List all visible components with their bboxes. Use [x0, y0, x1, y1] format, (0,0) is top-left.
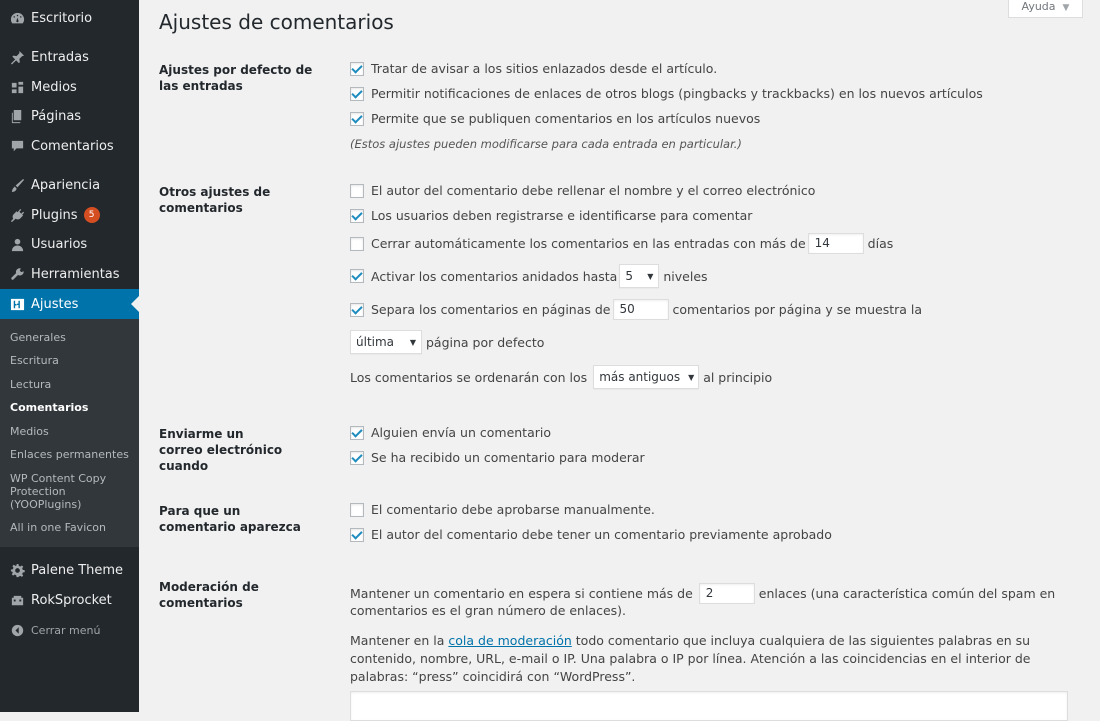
checkbox[interactable]: [350, 237, 364, 251]
comment-order-select[interactable]: [593, 365, 699, 389]
brush-icon: [9, 177, 25, 193]
pages-icon: [9, 108, 25, 124]
menu-item-pages[interactable]: [0, 101, 139, 131]
page-title: Ajustes de comentarios: [159, 10, 394, 34]
option-manual-approve: [350, 502, 655, 517]
menu-item-settings[interactable]: [0, 289, 139, 319]
checkbox[interactable]: [350, 87, 364, 101]
media-icon: [9, 79, 25, 95]
plugin-icon: [9, 207, 25, 223]
help-label: Ayuda: [1021, 0, 1056, 13]
menu-item-posts[interactable]: [0, 42, 139, 72]
checkbox[interactable]: [350, 503, 364, 517]
option-label-after: niveles: [663, 268, 708, 284]
option-comment-order: [350, 365, 772, 389]
section-label-appear: Para que un comentario aparezca: [159, 504, 301, 534]
chevron-down-icon: ▼: [1062, 3, 1070, 13]
option-label: Permitir notificaciones de enlaces de otros blogs (pingbacks y trackbacks) en los nuevos artículos: [371, 86, 983, 101]
option-label: comentarios es el gran número de enlaces).: [350, 603, 627, 618]
comment-icon: [9, 138, 25, 154]
option-label-after: al principio: [703, 369, 773, 385]
select-value: 5: [625, 269, 633, 283]
thread-depth-select[interactable]: [619, 264, 659, 288]
option-previously-approved: [350, 527, 832, 542]
option-label: Mantener un comentario en espera si contiene más de: [350, 586, 693, 601]
submenu-wp-content-copy[interactable]: WP Content Copy Protection (YOOPlugins): [10, 472, 107, 511]
roksprocket-icon: [9, 592, 25, 608]
moderation-queue-link[interactable]: cola de moderación: [448, 633, 572, 648]
checkbox[interactable]: [350, 426, 364, 440]
menu-item-tools[interactable]: [0, 259, 139, 289]
menu-label: RokSprocket: [31, 592, 112, 608]
menu-label: Medios: [31, 79, 77, 95]
checkbox[interactable]: [350, 62, 364, 76]
menu-item-dashboard[interactable]: [0, 3, 139, 33]
menu-label: Plugins: [31, 207, 78, 223]
help-tab-button[interactable]: [1008, 0, 1083, 18]
caret-down-icon: ▼: [688, 372, 695, 382]
gear-icon: [9, 562, 25, 578]
section-label-moderation: Moderación de comentarios: [159, 580, 259, 610]
menu-label: Comentarios: [31, 138, 114, 154]
checkbox[interactable]: [350, 184, 364, 198]
menu-label: Escritorio: [31, 10, 93, 26]
menu-item-users[interactable]: [0, 229, 139, 259]
settings-sliders-icon: [9, 296, 25, 312]
option-allow-pingbacks: [350, 86, 983, 101]
submenu-permalinks[interactable]: Enlaces permanentes: [10, 448, 129, 461]
submenu-media[interactable]: Medios: [10, 425, 49, 438]
dashboard-icon: [9, 10, 25, 26]
option-paginate-comments: [350, 299, 922, 320]
moderation-links-input[interactable]: 2: [699, 583, 755, 604]
option-require-name-email: [350, 183, 815, 198]
caret-down-icon: ▼: [647, 271, 654, 281]
default-page-select[interactable]: [350, 330, 422, 354]
option-label: El autor del comentario debe tener un comentario previamente aprobado: [371, 527, 832, 542]
option-label: Activar los comentarios anidados hasta: [371, 268, 618, 284]
default-settings-note: [350, 137, 742, 151]
menu-item-appearance[interactable]: [0, 170, 139, 200]
submenu-favicon[interactable]: All in one Favicon: [10, 521, 106, 534]
menu-item-roksprocket[interactable]: [0, 585, 139, 615]
option-label: Cerrar automáticamente los comentarios en las entradas con más de: [371, 236, 806, 251]
checkbox[interactable]: [350, 112, 364, 126]
menu-label: Cerrar menú: [31, 623, 101, 637]
menu-item-palene-theme[interactable]: [0, 555, 139, 585]
menu-label: Páginas: [31, 108, 82, 124]
option-label-after: enlaces (una característica común del spam en: [758, 586, 1056, 601]
option-label: El comentario debe aprobarse manualmente.: [371, 502, 655, 517]
section-label-email-me: Enviarme un correo electrónico cuando: [159, 427, 283, 473]
checkbox[interactable]: [350, 209, 364, 223]
option-label: Tratar de avisar a los sitios enlazados desde el artículo.: [371, 61, 718, 76]
description-text: todo comentario que incluya cualquiera de las siguientes palabras en su contenido, nombre, URL, e-mail o IP. Una palabra o IP por línea. Atención a las coincidencias en el interior de palabras: “press” coincidirá con “WordPress”.: [350, 633, 1031, 684]
option-label: El autor del comentario debe rellenar el nombre y el correo electrónico: [371, 183, 816, 198]
option-label: Separa los comentarios en páginas de: [371, 302, 611, 317]
section-label-default-settings: Ajustes por defecto de las entradas: [159, 63, 313, 93]
submenu-writing[interactable]: Escritura: [10, 354, 59, 367]
user-icon: [9, 236, 25, 252]
option-close-comments: [350, 233, 893, 254]
checkbox[interactable]: [350, 303, 364, 317]
submenu-reading[interactable]: Lectura: [10, 378, 52, 391]
pin-icon: [9, 49, 25, 65]
menu-item-plugins[interactable]: [0, 200, 139, 230]
comments-per-page-input[interactable]: 50: [613, 299, 669, 320]
moderation-words-description: [350, 632, 1065, 686]
option-label-after: página por defecto: [426, 334, 545, 350]
option-allow-comments: [350, 111, 760, 126]
close-days-input[interactable]: 14: [808, 233, 864, 254]
select-value: más antiguos: [599, 370, 681, 384]
moderation-keys-textarea[interactable]: [350, 691, 1068, 721]
menu-item-media[interactable]: [0, 72, 139, 102]
option-anyone-posts: [350, 425, 551, 440]
checkbox[interactable]: [350, 451, 364, 465]
menu-label: Palene Theme: [31, 562, 124, 578]
collapse-arrow-icon: [9, 622, 25, 638]
note-text: (Estos ajustes pueden modificarse para cada entrada en particular.): [350, 137, 742, 151]
option-label: Permite que se publiquen comentarios en los artículos nuevos: [371, 111, 761, 126]
wrench-icon: [9, 266, 25, 282]
option-label-after: comentarios por página y se muestra la: [672, 302, 923, 317]
option-label: Los comentarios se ordenarán con los: [350, 369, 588, 385]
submenu-discussion[interactable]: Comentarios: [10, 401, 89, 414]
menu-label: Entradas: [31, 49, 89, 65]
settings-submenu: [0, 319, 139, 547]
option-require-registration: [350, 208, 752, 223]
select-value: última: [356, 335, 395, 349]
update-count-badge: 5: [84, 207, 100, 223]
moderation-links-row-2: [350, 603, 626, 618]
menu-label: Ajustes: [31, 296, 79, 312]
checkbox[interactable]: [350, 269, 364, 283]
option-held-moderation: [350, 450, 645, 465]
menu-label: Herramientas: [31, 266, 120, 282]
option-label-after: días: [867, 236, 894, 251]
menu-label: Apariencia: [31, 177, 101, 193]
option-notify-linked: [350, 61, 717, 76]
description-text: Mantener en la: [350, 633, 445, 648]
option-label: Se ha recibido un comentario para moderar: [371, 450, 645, 465]
submenu-general[interactable]: Generales: [10, 331, 66, 344]
section-label-other: Otros ajustes de comentarios: [159, 185, 271, 215]
menu-item-comments[interactable]: [0, 131, 139, 161]
collapse-menu-button[interactable]: [0, 615, 139, 645]
menu-label: Usuarios: [31, 236, 88, 252]
moderation-links-row: [350, 583, 1055, 604]
caret-down-icon: ▼: [409, 337, 416, 347]
option-label: Los usuarios deben registrarse e identificarse para comentar: [371, 208, 753, 223]
option-threaded-comments: [350, 264, 708, 288]
option-label: Alguien envía un comentario: [371, 425, 552, 440]
admin-sidebar: [0, 0, 139, 712]
checkbox[interactable]: [350, 528, 364, 542]
option-default-page: [350, 330, 544, 354]
